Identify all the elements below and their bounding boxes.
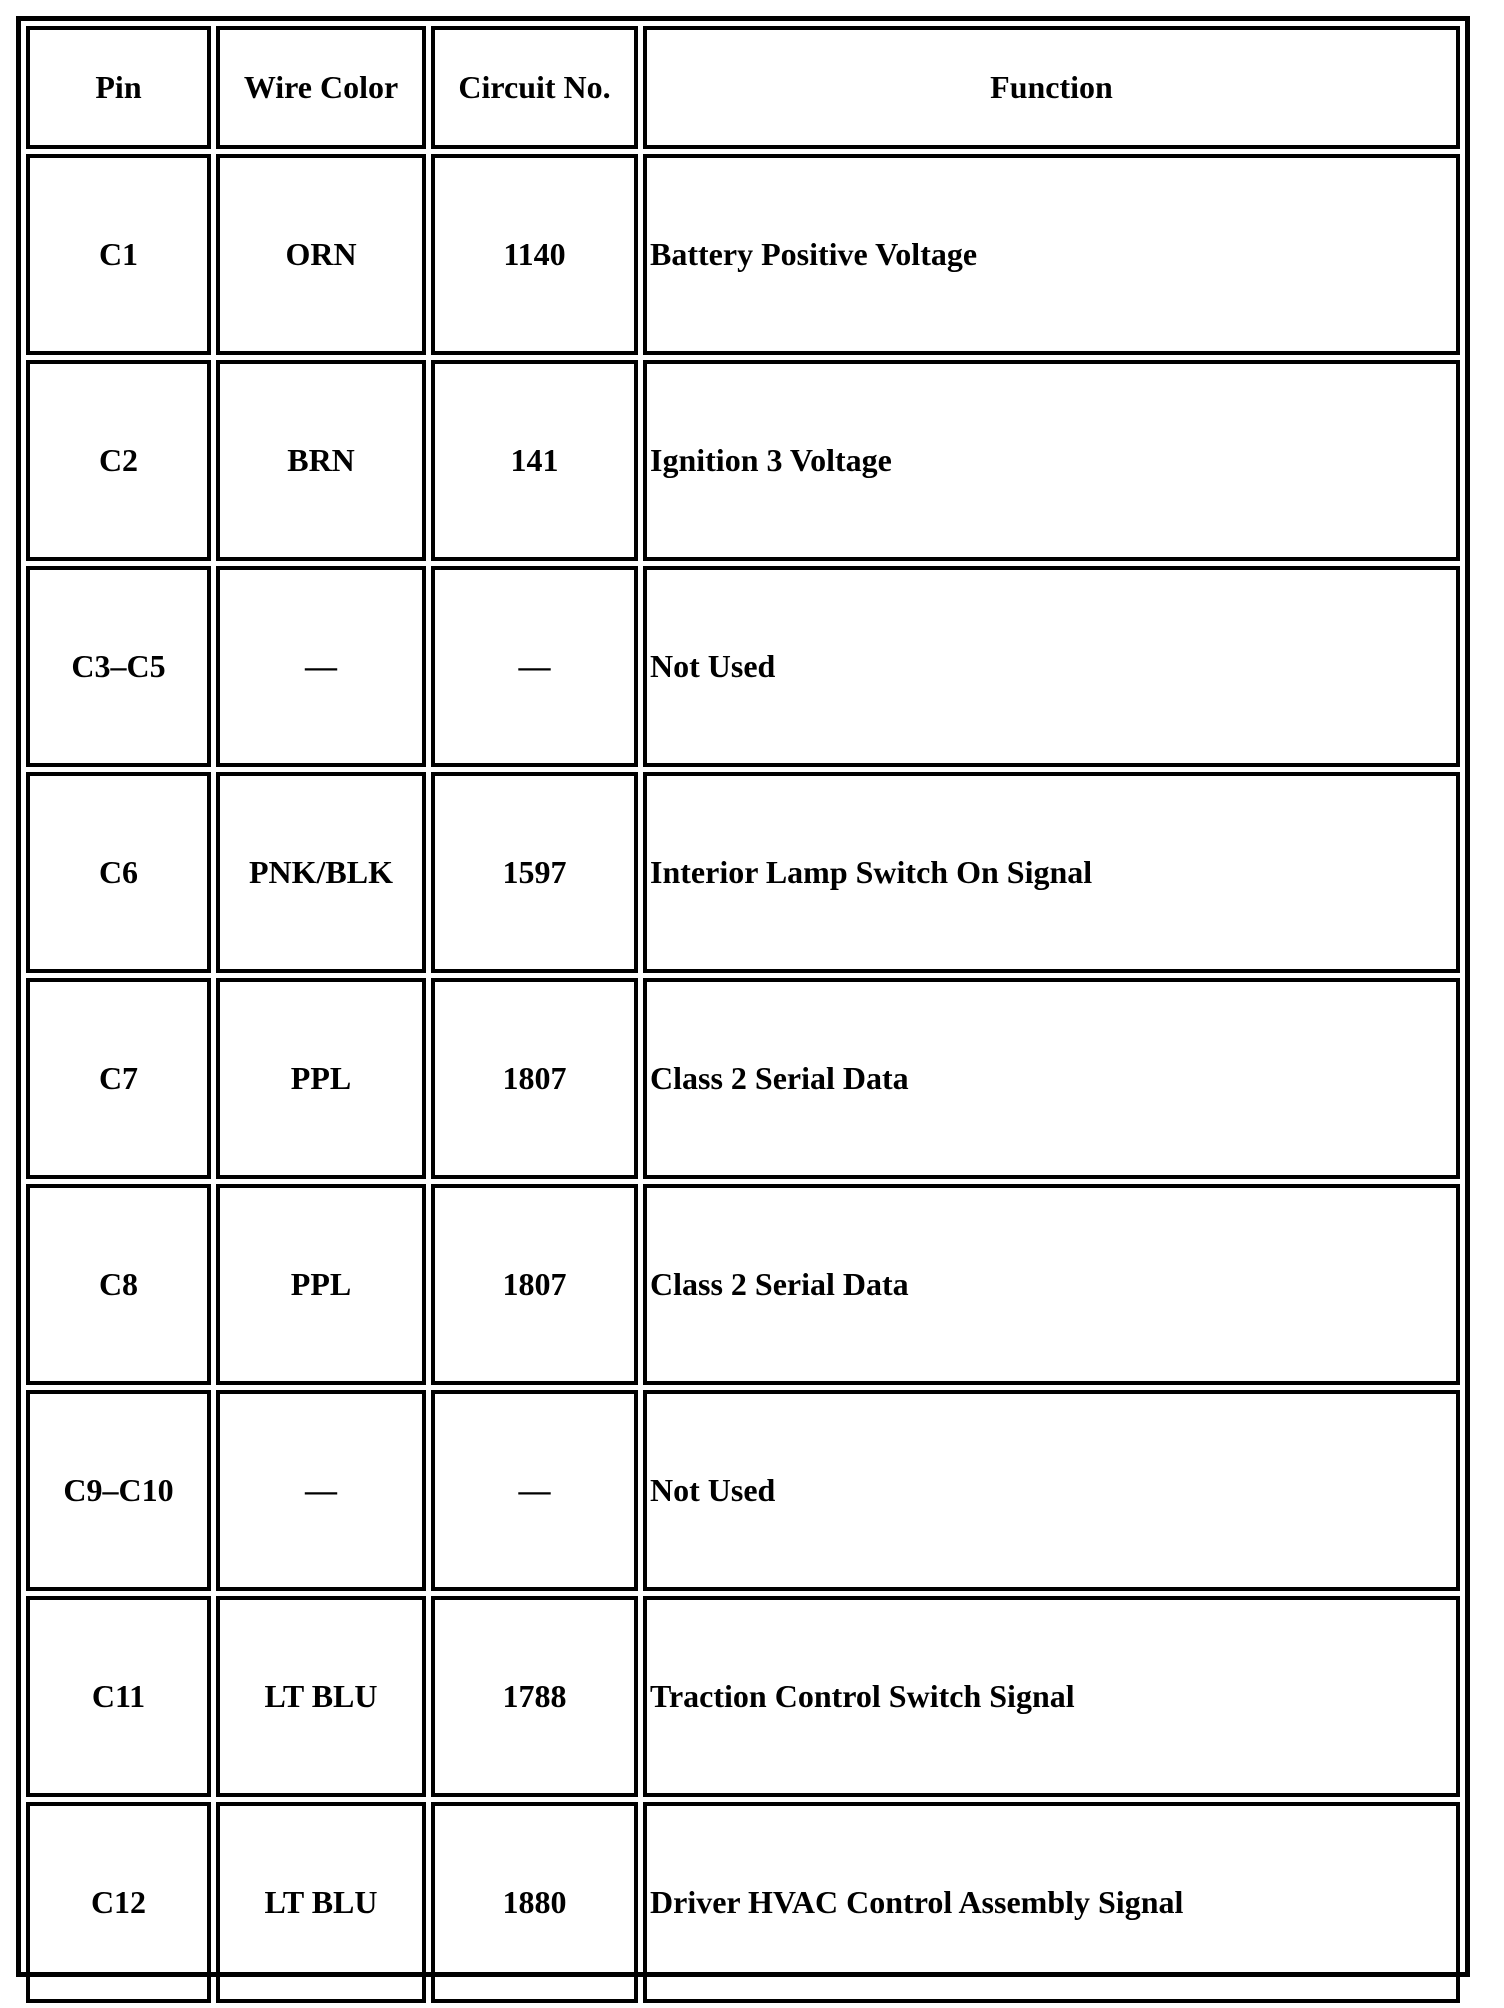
table-header (26, 26, 1460, 149)
cell-circuit-no: 1807 (431, 978, 638, 1179)
cell-wire-color: BRN (216, 360, 426, 561)
cell-pin: C8 (26, 1184, 211, 1385)
table-row (26, 154, 1460, 355)
table-row (26, 1596, 1460, 1797)
cell-function: Class 2 Serial Data (643, 1184, 1460, 1385)
cell-function: Driver HVAC Control Assembly Signal (643, 1802, 1460, 2003)
header-circuit-no: Circuit No. (431, 26, 638, 149)
cell-pin: C12 (26, 1802, 211, 2003)
cell-function: Traction Control Switch Signal (643, 1596, 1460, 1797)
cell-function: Not Used (643, 1390, 1460, 1591)
table-row (26, 566, 1460, 767)
cell-pin: C2 (26, 360, 211, 561)
table-row (26, 978, 1460, 1179)
header-wire-color: Wire Color (216, 26, 426, 149)
cell-wire-color: — (216, 566, 426, 767)
cell-wire-color: LT BLU (216, 1596, 426, 1797)
cell-circuit-no: 1597 (431, 772, 638, 973)
cell-function: Interior Lamp Switch On Signal (643, 772, 1460, 973)
cell-pin: C9–C10 (26, 1390, 211, 1591)
cell-pin: C6 (26, 772, 211, 973)
cell-wire-color: PPL (216, 1184, 426, 1385)
cell-function: Battery Positive Voltage (643, 154, 1460, 355)
table-row (26, 1802, 1460, 2003)
cell-wire-color: PNK/BLK (216, 772, 426, 973)
cell-wire-color: PPL (216, 978, 426, 1179)
cell-wire-color: — (216, 1390, 426, 1591)
cell-pin: C3–C5 (26, 566, 211, 767)
header-pin: Pin (26, 26, 211, 149)
header-row (26, 26, 1460, 149)
table-row (26, 1184, 1460, 1385)
header-function: Function (643, 26, 1460, 149)
connector-pinout-table-frame (16, 16, 1470, 1977)
cell-circuit-no: — (431, 1390, 638, 1591)
cell-function: Class 2 Serial Data (643, 978, 1460, 1179)
cell-pin: C7 (26, 978, 211, 1179)
cell-circuit-no: 1140 (431, 154, 638, 355)
table-row (26, 360, 1460, 561)
table-row (26, 1390, 1460, 1591)
cell-wire-color: ORN (216, 154, 426, 355)
cell-wire-color: LT BLU (216, 1802, 426, 2003)
cell-pin: C11 (26, 1596, 211, 1797)
cell-circuit-no: 1807 (431, 1184, 638, 1385)
cell-pin: C1 (26, 154, 211, 355)
table-row (26, 772, 1460, 973)
cell-circuit-no: 141 (431, 360, 638, 561)
cell-circuit-no: 1788 (431, 1596, 638, 1797)
connector-pinout-table (21, 21, 1465, 2008)
cell-function: Not Used (643, 566, 1460, 767)
cell-circuit-no: 1880 (431, 1802, 638, 2003)
table-body (26, 154, 1460, 2003)
cell-circuit-no: — (431, 566, 638, 767)
cell-function: Ignition 3 Voltage (643, 360, 1460, 561)
